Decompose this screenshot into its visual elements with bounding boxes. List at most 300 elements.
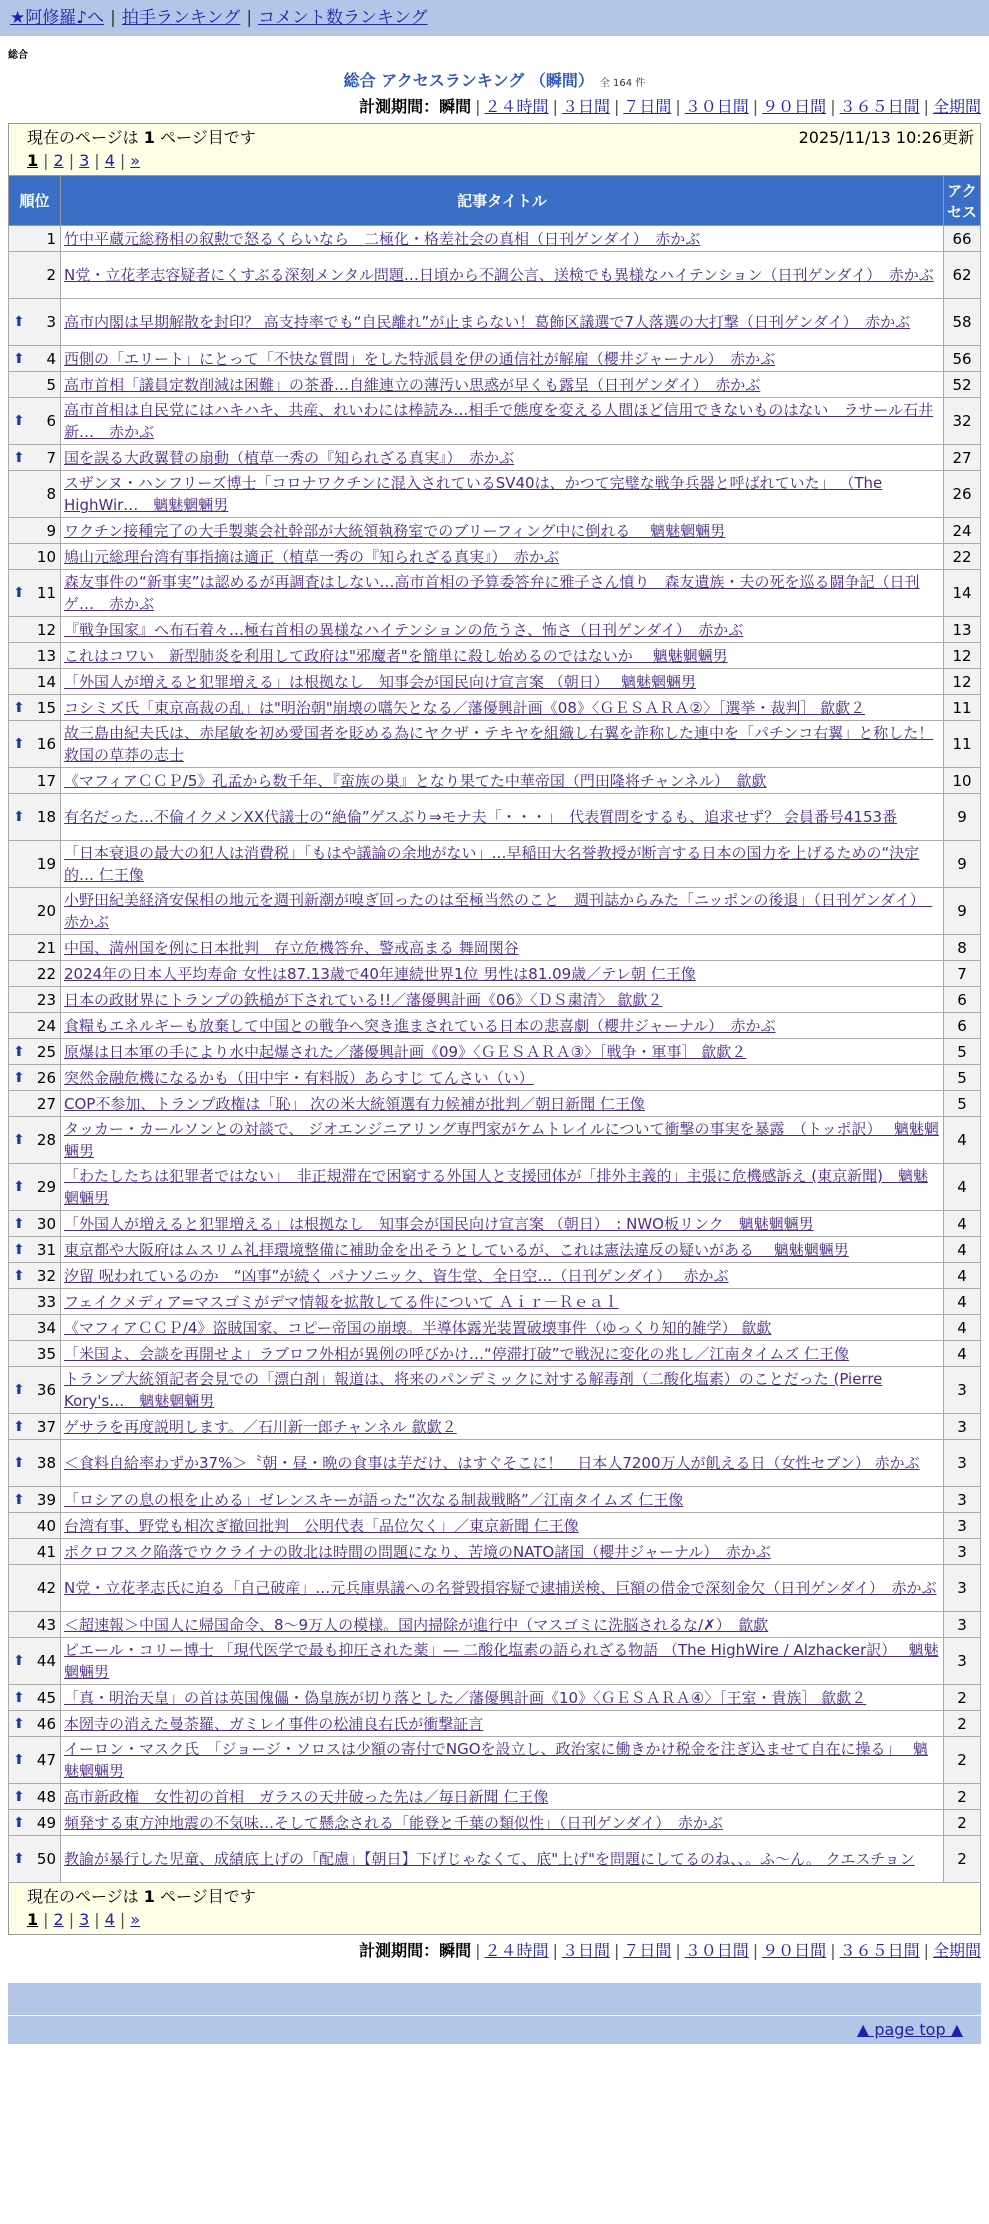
rank-number: 35 — [36, 1344, 56, 1363]
access-count: 10 — [944, 768, 981, 794]
article-title-link[interactable]: N党・立花孝志容疑者にくすぶる深刻メンタル問題…日頃から不調公言、送検でも異様なハイテンション（日刊ゲンダイ） 赤かぶ — [64, 266, 934, 284]
period-option-link[interactable]: ２４時間 — [484, 1941, 549, 1960]
period-option-link[interactable]: ７日間 — [623, 1941, 672, 1960]
article-title-link[interactable]: コシミズ氏「東京高裁の乱」は"明治朝"崩壊の嚆矢となる／藩優興計画《08》〈ＧＥＳＡＲＡ②〉［選挙・裁判］ 歙歔２ — [64, 698, 866, 717]
title-cell — [61, 1810, 944, 1836]
article-title-link[interactable]: 教諭が暴行した児童、成績底上げの「配慮」【朝日】下げじゃなくて、底"上げ"を問題にしてるのね、、。ふ～ん。 クエスチョン — [64, 1850, 915, 1868]
article-title-link[interactable]: 《マフィアＣＣＰ/4》盗賊国家、コピー帝国の崩壊。半導体露光装置破壊事件（ゆっくり知的雑学） 歙歔 — [64, 1318, 772, 1337]
rank-number: 38 — [36, 1454, 56, 1472]
rank-up-arrow-icon: ⬆ — [13, 1851, 25, 1867]
access-count: 12 — [944, 643, 981, 669]
access-count: 3 — [944, 1612, 981, 1638]
rank-cell — [9, 252, 61, 299]
rank-number: 14 — [36, 672, 56, 691]
article-title-link[interactable]: N党・立花孝志氏に迫る「自己破産」…元兵庫県議への名誉毀損容疑で逮捕送検、巨額の借金で深刻金欠（日刊ゲンダイ） 赤かぶ — [64, 1579, 937, 1597]
rank-number: 15 — [36, 698, 56, 717]
access-count: 58 — [944, 299, 981, 346]
title-cell — [61, 669, 944, 695]
rank-cell — [9, 794, 61, 841]
article-title-link[interactable]: フェイクメディア=マスゴミがデマ情報を拡散してる件について Ａｉｒ－Ｒｅａｌ — [64, 1292, 619, 1311]
table-row — [9, 888, 981, 935]
table-row — [9, 570, 981, 617]
rank-cell — [9, 1539, 61, 1565]
rank-cell — [9, 1784, 61, 1810]
rank-number: 32 — [36, 1266, 56, 1285]
rank-cell — [9, 544, 61, 570]
rank-cell — [9, 1836, 61, 1883]
table-row — [9, 768, 981, 794]
pager-separator: | — [119, 1910, 126, 1929]
table-row — [9, 1539, 981, 1565]
rank-up-arrow-icon: ⬆ — [13, 314, 25, 330]
article-title-link[interactable]: 西側の「エリート」にとって「不快な質問」をした特派員を伊の通信社が解雇（櫻井ジャーナル） 赤かぶ — [64, 349, 776, 368]
rank-number: 50 — [36, 1850, 56, 1868]
rank-number: 6 — [46, 412, 56, 430]
period-option-link[interactable]: ３６５日間 — [839, 97, 920, 116]
rank-number: 37 — [36, 1417, 56, 1436]
rank-up-arrow-icon: ⬆ — [13, 1043, 25, 1060]
page-info-box-bottom — [8, 1883, 981, 1935]
period-option-link[interactable]: ３６５日間 — [839, 1941, 920, 1960]
page-info-box — [8, 123, 981, 175]
article-title-link[interactable]: 《マフィアＣＣＰ/5》孔孟から数千年、『蛮族の巣』となり果てた中華帝国（門田隆将チャンネル） 歙歔 — [64, 771, 767, 790]
rank-number: 24 — [36, 1016, 56, 1035]
table-row — [9, 987, 981, 1013]
pager-page-link[interactable]: 3 — [79, 1910, 90, 1929]
article-title-link[interactable]: ゲサラを再度説明します。／石川新一郎チャンネル 歙歔２ — [64, 1417, 457, 1436]
rank-cell — [9, 888, 61, 935]
title-cell — [61, 1341, 944, 1367]
table-row — [9, 226, 981, 252]
table-row — [9, 1810, 981, 1836]
period-separator: | — [752, 97, 759, 116]
access-count: 2 — [944, 1836, 981, 1883]
title-cell — [61, 1211, 944, 1237]
table-row — [9, 544, 981, 570]
rank-number: 19 — [36, 855, 56, 873]
pager-page-link[interactable]: 3 — [79, 151, 90, 170]
period-current: 瞬間 — [439, 1941, 472, 1960]
article-title-link[interactable]: イーロン・マスク氏 「ジョージ・ソロスは少額の寄付でNGOを設立し、政治家に働きかけ税金を注ぎ込ませて自在に操る」 魑魅魍魎男 — [64, 1740, 928, 1780]
rank-number: 4 — [46, 349, 56, 368]
title-cell — [61, 1091, 944, 1117]
rank-cell — [9, 1341, 61, 1367]
access-count: 4 — [944, 1237, 981, 1263]
rank-up-arrow-icon: ⬆ — [13, 1788, 25, 1805]
access-count: 3 — [944, 1440, 981, 1487]
table-row — [9, 299, 981, 346]
pager-current: 1 — [27, 151, 39, 170]
table-row — [9, 1013, 981, 1039]
page-top-link[interactable]: ▲ page top ▲ — [856, 2020, 963, 2039]
title-cell — [61, 617, 944, 643]
rank-number: 27 — [36, 1094, 56, 1113]
rank-cell — [9, 768, 61, 794]
article-title-link[interactable]: 国を誤る大政翼賛の扇動（植草一秀の『知られざる真実』） 赤かぶ — [64, 448, 515, 467]
access-count: 4 — [944, 1263, 981, 1289]
column-header-rank: 順位 — [9, 176, 61, 226]
period-separator: | — [830, 1941, 836, 1960]
clap-ranking-link[interactable]: 拍手ランキング — [121, 8, 241, 28]
access-count: 4 — [944, 1341, 981, 1367]
access-count: 4 — [944, 1117, 981, 1164]
rank-cell — [9, 669, 61, 695]
period-option-link[interactable]: ９０日間 — [762, 97, 827, 116]
rank-cell — [9, 1737, 61, 1784]
top-navigation — [0, 0, 989, 36]
access-count: 66 — [944, 226, 981, 252]
table-row — [9, 1164, 981, 1211]
table-row — [9, 1367, 981, 1414]
rank-cell — [9, 1565, 61, 1612]
rank-number: 11 — [36, 584, 56, 602]
access-count: 5 — [944, 1091, 981, 1117]
period-separator: | — [675, 1941, 681, 1960]
period-separator: | — [613, 97, 620, 116]
title-cell — [61, 1065, 944, 1091]
table-row — [9, 961, 981, 987]
article-title-link[interactable]: 台湾有事、野党も相次ぎ撤回批判 公明代表「品位欠く」／東京新聞 仁王像 — [64, 1516, 579, 1535]
table-row — [9, 518, 981, 544]
access-count: 26 — [944, 471, 981, 518]
article-title-link[interactable]: 高市内閣は早期解散を封印？ 高支持率でも“自民離れ”が止まらない！葛飾区議選で7人落選の大打撃（日刊ゲンダイ） 赤かぶ — [64, 313, 911, 331]
rank-number: 10 — [36, 547, 56, 566]
access-count: 52 — [944, 372, 981, 398]
total-count: 全 164 件 — [599, 78, 646, 89]
title-cell — [61, 1513, 944, 1539]
article-title-link[interactable]: 本圀寺の消えた曼荼羅、ガミレイ事件の松浦良右氏が衝撃証言 — [64, 1714, 484, 1733]
access-count: 3 — [944, 1539, 981, 1565]
article-title-link[interactable]: 「日本衰退の最大の犯人は消費税」「もはや議論の余地がない」…早稲田大名誉教授が断言する日本の国力を上げるための“決定的… 仁王像 — [64, 844, 920, 884]
title-cell — [61, 1237, 944, 1263]
rank-up-arrow-icon: ⬆ — [13, 585, 25, 601]
period-option-link[interactable]: ３日間 — [561, 1941, 610, 1960]
rank-number: 34 — [36, 1318, 56, 1337]
rank-number: 20 — [36, 902, 56, 920]
rank-number: 40 — [36, 1516, 56, 1535]
period-option-link[interactable]: ３日間 — [561, 97, 610, 116]
breadcrumb: 総合 — [8, 50, 28, 61]
rank-number: 16 — [36, 735, 56, 753]
rank-cell — [9, 1237, 61, 1263]
article-title-link[interactable]: 有名だった…不倫イクメンXX代議士の“絶倫”ゲスぶり⇒モナ夫「・・・」 代表質問をするも、追求せず？ 会員番号4153番 — [64, 808, 898, 826]
rank-number: 29 — [36, 1178, 56, 1196]
pager-page-link[interactable]: 2 — [53, 1910, 64, 1929]
article-title-link[interactable]: 鳩山元総理台湾有事指摘は適正（植草一秀の『知られざる真実』） 赤かぶ — [64, 547, 560, 566]
title-cell — [61, 1367, 944, 1414]
title-cell — [61, 987, 944, 1013]
access-count: 4 — [944, 1211, 981, 1237]
article-title-link[interactable]: 小野田紀美経済安保相の地元を週刊新潮が嗅ぎ回ったのは至極当然のこと 週刊誌からみた「ニッポンの後退」（日刊ゲンダイ） 赤かぶ — [64, 891, 933, 931]
table-row — [9, 1487, 981, 1513]
rank-up-arrow-icon: ⬆ — [13, 1715, 25, 1732]
rank-number: 31 — [36, 1240, 56, 1259]
rank-cell — [9, 299, 61, 346]
period-option-link[interactable]: ９０日間 — [762, 1941, 827, 1960]
article-title-link[interactable]: 東京都や大阪府はムスリム礼拝環境整備に補助金を出そうとしているが、これは憲法違反の疑いがある 魑魅魍魎男 — [64, 1240, 849, 1259]
access-count: 3 — [944, 1414, 981, 1440]
rank-cell — [9, 961, 61, 987]
rank-cell — [9, 1440, 61, 1487]
rank-number: 46 — [36, 1714, 56, 1733]
rank-up-arrow-icon: ⬆ — [13, 1069, 25, 1086]
article-title-link[interactable]: 頻発する東方沖地震の不気味…そして懸念される「能登と千葉の類似性」（日刊ゲンダイ） 赤かぶ — [64, 1813, 723, 1832]
rank-cell — [9, 841, 61, 888]
article-title-link[interactable]: 「米国よ、会談を再開せよ」ラブロフ外相が異例の呼びかけ…“停滞打破”で戦況に変化の兆し／江南タイムズ 仁王像 — [64, 1344, 850, 1363]
title-cell — [61, 1711, 944, 1737]
rank-cell — [9, 226, 61, 252]
title-cell — [61, 888, 944, 935]
rank-cell — [9, 1810, 61, 1836]
period-label: 計測期間： — [359, 1941, 440, 1960]
table-row — [9, 1711, 981, 1737]
access-count: 4 — [944, 1289, 981, 1315]
period-option-link[interactable]: 全期間 — [932, 97, 981, 116]
pagination — [27, 149, 974, 173]
access-count: 3 — [944, 1513, 981, 1539]
period-option-link[interactable]: ３０日間 — [684, 97, 749, 116]
article-title-link[interactable]: 高市首相「議員定数削減は困難」の茶番…自維連立の薄汚い思惑が早くも露呈（日刊ゲンダイ） 赤かぶ — [64, 375, 761, 394]
article-title-link[interactable]: トランプ大統領記者会見での「漂白剤」報道は、将来のパンデミックに対する解毒剤（二酸化塩素）のことだった (Pierre Kory's… 魑魅魍魎男 — [64, 1370, 883, 1410]
table-row — [9, 617, 981, 643]
period-option-link[interactable]: ２４時間 — [484, 97, 549, 116]
rank-cell — [9, 643, 61, 669]
title-cell — [61, 1737, 944, 1784]
access-count: 9 — [944, 794, 981, 841]
rank-number: 30 — [36, 1214, 56, 1233]
table-row — [9, 1039, 981, 1065]
footer-bar — [8, 1983, 981, 2015]
article-title-link[interactable]: 2024年の日本人平均寿命 女性は87.13歳で40年連続世界1位 男性は81.09歳／テレ朝 仁王像 — [64, 964, 696, 983]
article-title-link[interactable]: 食糧もエネルギーも放棄して中国との戦争へ突き進まされている日本の悲喜劇（櫻井ジャーナル） 赤かぶ — [64, 1016, 776, 1035]
rank-cell — [9, 1211, 61, 1237]
article-title-link[interactable]: ポクロフスク陥落でウクライナの敗北は時間の問題になり、苦境のNATO諸国（櫻井ジャーナル） 赤かぶ — [64, 1542, 771, 1561]
article-title-link[interactable]: 突然金融危機になるかも（田中宇・有料版）あらすじ てんさい（い） — [64, 1068, 534, 1087]
title-cell — [61, 1263, 944, 1289]
column-header-title: 記事タイトル — [61, 176, 944, 226]
period-separator: | — [923, 97, 929, 116]
rank-cell — [9, 1013, 61, 1039]
table-row — [9, 1263, 981, 1289]
rank-number: 49 — [36, 1813, 56, 1832]
rank-up-arrow-icon: ⬆ — [13, 1689, 25, 1706]
access-count: 11 — [944, 695, 981, 721]
access-count: 9 — [944, 888, 981, 935]
rank-up-arrow-icon: ⬆ — [13, 1132, 25, 1148]
period-separator: | — [475, 1941, 481, 1960]
home-link[interactable]: ★阿修羅♪へ — [10, 8, 105, 28]
article-title-link[interactable]: 竹中平蔵元総務相の叙勲で怒るくらいなら 二極化・格差社会の真相（日刊ゲンダイ） 赤かぶ — [64, 229, 701, 248]
rank-cell — [9, 1263, 61, 1289]
title-cell — [61, 1784, 944, 1810]
rank-cell — [9, 398, 61, 445]
title-cell — [61, 544, 944, 570]
title-cell — [61, 518, 944, 544]
article-title-link[interactable]: ワクチン接種完了の大手製薬会社幹部が大統領執務室でのブリーフィング中に倒れる 魑魅魍魎男 — [64, 521, 726, 540]
rank-up-arrow-icon: ⬆ — [13, 1382, 25, 1398]
article-title-link[interactable]: 「外国人が増えると犯罪増える」は根拠なし 知事会が国民向け宣言案 （朝日） : NWO板リンク 魑魅魍魎男 — [64, 1214, 814, 1233]
table-row — [9, 372, 981, 398]
rank-cell — [9, 1039, 61, 1065]
article-title-link[interactable]: 「真・明治天皇」の首は英国傀儡・偽皇族が切り落とした／藩優興計画《10》〈ＧＥＳＡＲＡ④〉［王室・貴族］ 歙歔２ — [64, 1688, 867, 1707]
rank-number: 9 — [46, 521, 56, 540]
period-option-link[interactable]: ７日間 — [623, 97, 672, 116]
table-row — [9, 471, 981, 518]
rank-cell — [9, 1367, 61, 1414]
rank-number: 26 — [36, 1068, 56, 1087]
rank-number: 25 — [36, 1042, 56, 1061]
table-row — [9, 1836, 981, 1883]
pagination-bottom — [27, 1908, 974, 1932]
access-count: 14 — [944, 570, 981, 617]
period-selector — [0, 95, 989, 119]
rank-up-arrow-icon: ⬆ — [13, 1215, 25, 1232]
access-count: 2 — [944, 1711, 981, 1737]
article-title-link[interactable]: ＜超速報＞中国人に帰国命令、8～9万人の模様。国内掃除が進行中（マスゴミに洗脳されるな/✗） 歙歔 — [64, 1615, 769, 1634]
title-cell — [61, 471, 944, 518]
title-cell — [61, 1013, 944, 1039]
title-cell — [61, 570, 944, 617]
rank-up-arrow-icon: ⬆ — [13, 350, 25, 367]
table-row — [9, 1784, 981, 1810]
article-title-link[interactable]: タッカー・カールソンとの対談で、 ジオエンジニアリング専門家がケムトレイルについて衝撃の事実を暴露 （トッポ訳） 魑魅魍魎男 — [64, 1120, 939, 1160]
article-title-link[interactable]: 汐留 呪われているのか “凶事”が続く パナソニック、資生堂、全日空…（日刊ゲンダイ） 赤かぶ — [64, 1266, 729, 1285]
rank-number: 8 — [46, 485, 56, 503]
access-count: 7 — [944, 961, 981, 987]
article-title-link[interactable]: ＜食料自給率わずか37%＞〝朝・昼・晩の食事は芋だけ、はすぐそこに！ 日本人7200万人が飢える日（女性セブン） 赤かぶ — [64, 1454, 920, 1472]
rank-cell — [9, 935, 61, 961]
article-title-link[interactable]: 原爆は日本軍の手により水中起爆された／藩優興計画《09》〈ＧＥＳＡＲＡ③〉［戦争・軍事］ 歙歔２ — [64, 1042, 747, 1061]
table-row — [9, 1237, 981, 1263]
rank-cell — [9, 372, 61, 398]
pager-page-link[interactable]: 4 — [104, 151, 115, 170]
rank-number: 5 — [46, 375, 56, 394]
rank-cell — [9, 1164, 61, 1211]
rank-number: 44 — [36, 1652, 56, 1670]
rank-number: 7 — [46, 448, 56, 467]
rank-number: 17 — [36, 771, 56, 790]
article-title-link[interactable]: 日本の政財界にトランプの鉄槌が下されている!!／藩優興計画《06》〈ＤＳ粛清〉 歙歔２ — [64, 990, 663, 1009]
pager-next-link[interactable]: » — [130, 151, 141, 170]
title-cell — [61, 1836, 944, 1883]
rank-cell — [9, 1117, 61, 1164]
rank-up-arrow-icon: ⬆ — [13, 736, 25, 752]
table-row — [9, 1414, 981, 1440]
rank-number: 45 — [36, 1688, 56, 1707]
column-header-access: アクセス — [944, 176, 981, 226]
access-count: 9 — [944, 841, 981, 888]
rank-number: 36 — [36, 1381, 56, 1399]
table-row — [9, 1638, 981, 1685]
article-title-link[interactable]: 高市新政権 女性初の首相 ガラスの天井破った先は／毎日新聞 仁王像 — [64, 1787, 549, 1806]
access-count: 2 — [944, 1810, 981, 1836]
rank-cell — [9, 1315, 61, 1341]
table-row — [9, 1685, 981, 1711]
rank-cell — [9, 1711, 61, 1737]
article-title-link[interactable]: ピエール・コリー博士 「現代医学で最も抑圧された薬」― 二酸化塩素の語られざる物語 （The HighWire / Alzhacker訳） 魑魅魍魎男 — [64, 1641, 939, 1681]
title-cell — [61, 1117, 944, 1164]
pager-page-link[interactable]: 4 — [104, 1910, 115, 1929]
table-row — [9, 1315, 981, 1341]
title-cell — [61, 445, 944, 471]
nav-separator: | — [246, 8, 253, 28]
title-cell — [61, 1612, 944, 1638]
rank-cell — [9, 987, 61, 1013]
rank-cell — [9, 570, 61, 617]
period-option-link[interactable]: 全期間 — [932, 1941, 981, 1960]
title-cell — [61, 1315, 944, 1341]
table-row — [9, 695, 981, 721]
access-count: 4 — [944, 1164, 981, 1211]
title-cell — [61, 768, 944, 794]
pager-page-link[interactable]: 2 — [53, 151, 64, 170]
access-count: 6 — [944, 1013, 981, 1039]
rank-up-arrow-icon: ⬆ — [13, 413, 25, 429]
article-title-link[interactable]: 「わたしたちは犯罪者ではない」 非正規滞在で困窮する外国人と支援団体が「排外主義的」主張に危機感訴え (東京新聞) 魑魅魍魎男 — [64, 1167, 928, 1207]
title-cell — [61, 1487, 944, 1513]
article-title-link[interactable]: 『戦争国家』へ布石着々…極右首相の異様なハイテンションの危うさ、怖さ（日刊ゲンダイ） 赤かぶ — [64, 620, 744, 639]
title-cell — [61, 695, 944, 721]
rank-number: 22 — [36, 964, 56, 983]
rank-number: 33 — [36, 1292, 56, 1311]
access-count: 5 — [944, 1039, 981, 1065]
article-title-link[interactable]: 高市首相は自民党にはハキハキ、共産、れいわには棒読み…相手で態度を変える人間ほど信用できないものはない ラサール石井 新… 赤かぶ — [64, 401, 934, 441]
pager-separator: | — [94, 1910, 100, 1929]
pager-separator: | — [68, 1910, 75, 1929]
access-count: 8 — [944, 935, 981, 961]
pager-separator: | — [68, 151, 75, 170]
article-title-link[interactable]: 「ロシアの息の根を止める」ゼレンスキーが語った“次なる制裁戦略”／江南タイムズ 仁王像 — [64, 1490, 684, 1509]
rank-number: 42 — [36, 1579, 56, 1597]
article-title-link[interactable]: 森友事件の“新事実”は認めるが再調査はしない…高市首相の予算委答弁に雅子さん憤り 森友遺族・夫の死を巡る闘争記（日刊ゲ… 赤かぶ — [64, 573, 920, 613]
article-title-link[interactable]: COP不参加、トランプ政権は「恥」 次の米大統領選有力候補が批判／朝日新聞 仁王像 — [64, 1094, 645, 1113]
article-title-link[interactable]: これはコワい 新型肺炎を利用して政府は"邪魔者"を簡単に殺し始めるのではないか 魑魅魍魎男 — [64, 646, 728, 665]
comment-ranking-link[interactable]: コメント数ランキング — [258, 8, 428, 28]
rank-cell — [9, 445, 61, 471]
table-row — [9, 841, 981, 888]
article-title-link[interactable]: スザンヌ・ハンフリーズ博士「コロナワクチンに混入されているSV40は、かつて完璧な戦争兵器と呼ばれていた」 （The HighWir… 魑魅魍魎男 — [64, 474, 883, 514]
current-page-text: 現在のページは 1 ページ目です — [27, 128, 256, 147]
access-count: 4 — [944, 1315, 981, 1341]
rank-cell — [9, 617, 61, 643]
table-row — [9, 1612, 981, 1638]
access-count: 3 — [944, 1487, 981, 1513]
rank-number: 2 — [46, 266, 56, 284]
article-title-link[interactable]: 中国、満州国を例に日本批判 存立危機答弁、警戒高まる 舞岡関谷 — [64, 938, 519, 957]
article-title-link[interactable]: 故三島由紀夫氏は、赤尾敏を初め愛国者を貶める為にヤクザ・テキヤを組織し右翼を詐称した連中を「パチンコ右翼」と称した！ 救国の草莽の志士 — [64, 724, 934, 764]
updated-timestamp: 2025/11/13 10:26更新 — [798, 128, 974, 147]
title-cell — [61, 1685, 944, 1711]
rank-number: 28 — [36, 1131, 56, 1149]
title-cell — [61, 1565, 944, 1612]
rank-cell — [9, 1289, 61, 1315]
rank-cell — [9, 471, 61, 518]
period-option-link[interactable]: ３０日間 — [684, 1941, 749, 1960]
access-count: 56 — [944, 346, 981, 372]
access-count: 27 — [944, 445, 981, 471]
table-row — [9, 794, 981, 841]
period-separator: | — [552, 97, 558, 116]
access-count: 3 — [944, 1638, 981, 1685]
rank-cell — [9, 1638, 61, 1685]
article-title-link[interactable]: 「外国人が増えると犯罪増える」は根拠なし 知事会が国民向け宣言案 （朝日） 魑魅魍魎男 — [64, 672, 697, 691]
rank-number: 18 — [36, 808, 56, 826]
period-separator: | — [475, 97, 481, 116]
title-cell — [61, 372, 944, 398]
title-cell — [61, 721, 944, 768]
rank-up-arrow-icon: ⬆ — [13, 1267, 25, 1284]
pager-next-link[interactable]: » — [130, 1910, 141, 1929]
